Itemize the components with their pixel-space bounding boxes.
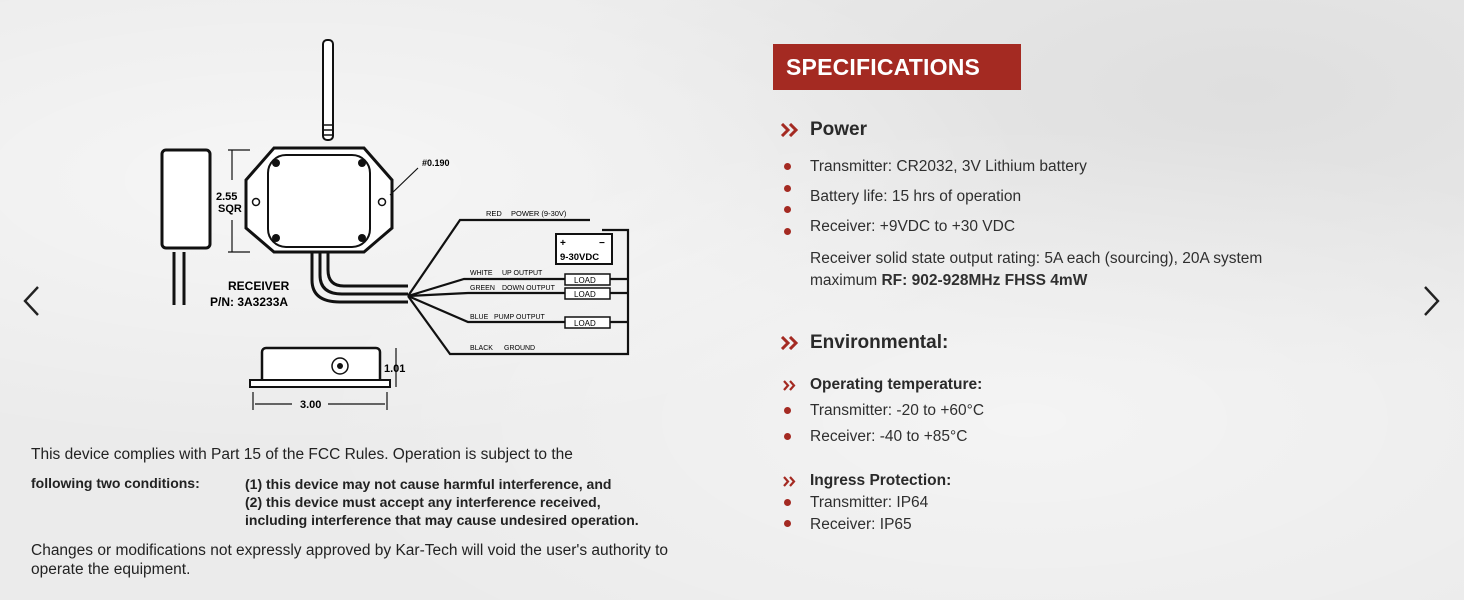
supply-plus: + <box>560 238 566 249</box>
dim-sqr-label: SQR <box>218 203 242 215</box>
bullet-dot <box>784 433 791 440</box>
ingress-protection-heading <box>783 472 951 490</box>
rf-spec: RF: 902-928MHz FHSS 4mW <box>881 272 1088 289</box>
load-box <box>565 317 610 328</box>
supply-minus: − <box>599 238 605 249</box>
bullet-dot <box>784 499 791 506</box>
spec-item: Transmitter: CR2032, 3V Lithium battery <box>810 158 1087 175</box>
double-chevron-icon <box>783 380 797 391</box>
svg-text:LOAD: LOAD <box>574 276 596 285</box>
wire-black-label: BLACK <box>470 345 493 352</box>
operating-temperature-text: Operating temperature: <box>810 376 983 393</box>
load-box <box>565 288 610 299</box>
environmental-heading-text: Environmental: <box>810 332 949 353</box>
wire-white-function: UP OUTPUT <box>502 270 543 277</box>
power-heading <box>780 119 867 141</box>
wire-blue-label: BLUE <box>470 314 489 321</box>
spec-item: Battery life: 15 hrs of operation <box>810 188 1022 205</box>
double-chevron-icon <box>780 336 800 350</box>
bullet-dot <box>784 206 791 213</box>
operating-temperature-heading <box>783 376 982 394</box>
wire-red-label: RED <box>486 209 502 218</box>
double-chevron-icon <box>783 476 797 487</box>
specifications-badge: SPECIFICATIONS <box>773 44 1021 90</box>
fcc-condition-2: (2) this device must accept any interference received, <box>245 494 601 510</box>
ingress-protection-text: Ingress Protection: <box>810 472 952 489</box>
load-box <box>565 274 610 285</box>
hole-label: #0.190 <box>422 158 450 168</box>
wire-white-label: WHITE <box>470 270 493 277</box>
bottom-profile-view <box>250 348 390 387</box>
spec-item: Receiver: -40 to +85°C <box>810 428 968 445</box>
environmental-heading <box>780 332 948 354</box>
bullet-dot <box>784 228 791 235</box>
receiver-label: RECEIVER <box>228 279 290 293</box>
chevron-right-icon <box>1421 285 1441 317</box>
bullet-dot <box>784 185 791 192</box>
fcc-compliance-line: This device complies with Part 15 of the FCC Rules. Operation is subject to the <box>31 446 573 463</box>
fcc-conditions-label: following two conditions: <box>31 475 200 491</box>
fcc-condition-1: (1) this device may not cause harmful interference, and <box>245 476 612 492</box>
antenna <box>323 40 333 140</box>
bullet-dot <box>784 520 791 527</box>
chevron-left-icon <box>22 285 42 317</box>
spec-item: Transmitter: -20 to +60°C <box>810 402 985 419</box>
spec-item: Receiver: IP65 <box>810 516 912 533</box>
carousel-prev-button[interactable] <box>17 284 47 318</box>
output-rating-line1: Receiver solid state output rating: 5A each (sourcing), 20A system <box>810 250 1263 267</box>
fcc-changes-notice: Changes or modifications not expressly approved by Kar-Tech will void the user's authority to operate the equipment. <box>31 542 669 578</box>
part-number-label: P/N: 3A3233A <box>210 295 289 309</box>
svg-text:LOAD: LOAD <box>574 319 596 328</box>
double-chevron-icon <box>780 123 800 137</box>
supply-voltage-label: 9-30VDC <box>560 252 600 263</box>
fcc-condition-3: including interference that may cause undesired operation. <box>245 512 639 528</box>
carousel-next-button[interactable] <box>1416 284 1446 318</box>
output-rating-prefix: maximum <box>810 272 882 289</box>
svg-text:LOAD: LOAD <box>574 290 596 299</box>
wire-blue-function: PUMP OUTPUT <box>494 314 545 321</box>
spec-item: Transmitter: IP64 <box>810 494 929 511</box>
dim-width-label: 3.00 <box>300 399 322 411</box>
wire-red-function: POWER (9-30V) <box>511 209 567 218</box>
receiver-body <box>246 148 392 252</box>
spec-item: Receiver: +9VDC to +30 VDC <box>810 218 1016 235</box>
dim-height-label: 2.55 <box>216 191 238 203</box>
fcc-conditions <box>245 475 735 529</box>
bullet-dot <box>784 407 791 414</box>
output-rating-text <box>810 248 1380 292</box>
side-view <box>162 150 210 305</box>
power-heading-text: Power <box>810 119 868 140</box>
wire-green-function: DOWN OUTPUT <box>502 285 555 292</box>
wire-green-label: GREEN <box>470 285 495 292</box>
wire-black-function: GROUND <box>504 345 536 352</box>
cable-bundle <box>312 252 408 302</box>
receiver-wiring-diagram <box>150 30 650 420</box>
dim-thickness-label: 1.01 <box>384 363 406 375</box>
bullet-dot <box>784 163 791 170</box>
